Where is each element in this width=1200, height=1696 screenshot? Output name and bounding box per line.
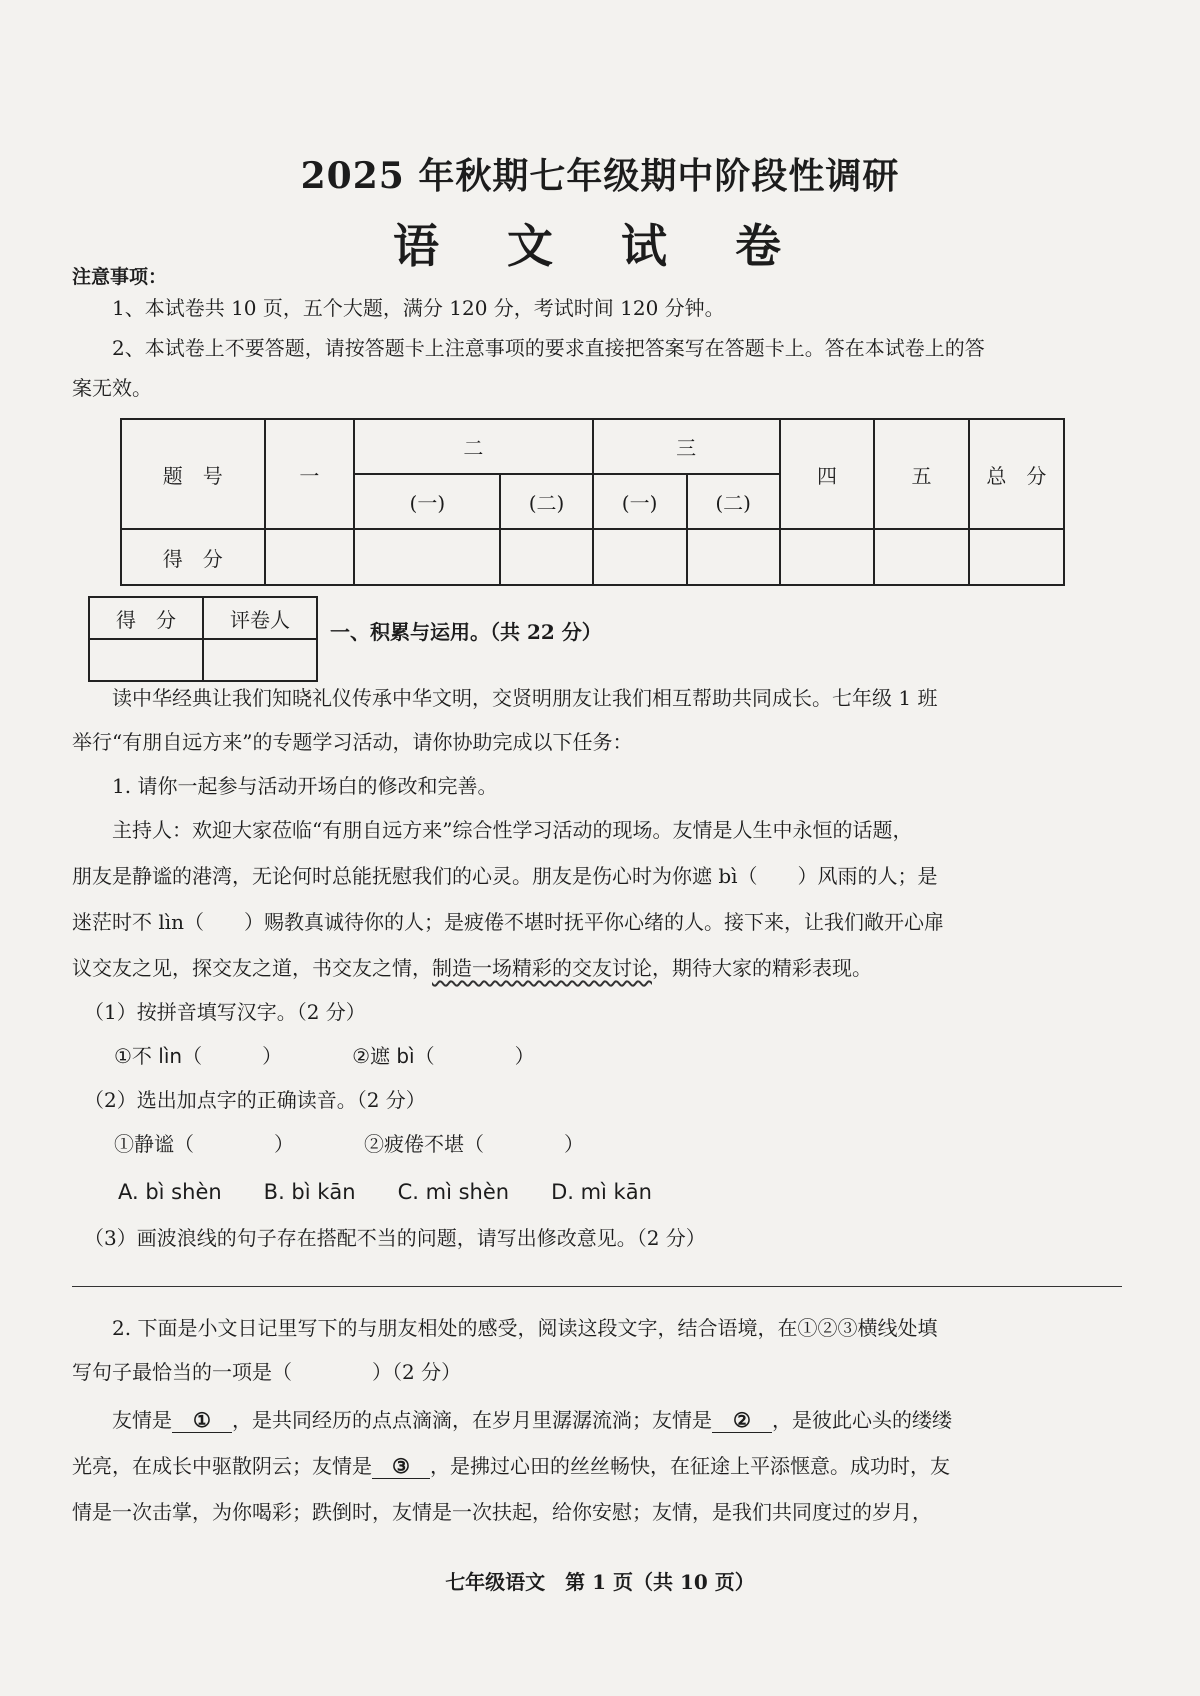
grader-score-cell	[89, 639, 203, 681]
score-cell	[593, 529, 687, 585]
score-table-score-label: 得 分	[121, 529, 265, 585]
score-table-col-3: 三	[593, 419, 780, 474]
score-table-sub-3-1: (一)	[593, 474, 687, 529]
question-1-prompt: 1. 请你一起参与活动开场白的修改和完善。	[112, 774, 498, 798]
wavy-underlined-sentence: 制造一场精彩的交友讨论	[432, 956, 652, 980]
answer-options: A. bì shèn B. bì kān C. mì shèn D. mì kān	[118, 1180, 652, 1204]
score-table-col-5: 五	[874, 419, 969, 529]
question-2-line-1: 2. 下面是小文日记里写下的与朋友相处的感受，阅读这段文字，结合语境，在①②③横线处填	[112, 1316, 938, 1340]
score-cell	[969, 529, 1064, 585]
para-text: 友情是	[112, 1408, 172, 1432]
blank-1: ①	[172, 1408, 232, 1433]
para-text: ，是拂过心田的丝丝畅快，在征途上平添惬意。成功时，友	[430, 1454, 950, 1478]
question-2-para-line-3: 情是一次击掌，为你喝彩；跌倒时，友情是一次扶起，给你安慰；友情，是我们共同度过的岁月，	[72, 1500, 932, 1524]
section-1-intro-line-1: 读中华经典让我们知晓礼仪传承中华文明，交贤明朋友让我们相互帮助共同成长。七年级 1 班	[112, 686, 938, 710]
host-text-line-4	[72, 956, 872, 980]
score-table-sub-2-2: (二)	[500, 474, 592, 529]
question-2-para-line-1	[112, 1408, 952, 1433]
grader-table-grader-label: 评卷人	[203, 597, 317, 639]
section-1-heading: 一、积累与运用。（共 22 分）	[330, 620, 602, 644]
host-text-line-3: 迷茫时不 lìn（ ）赐教真诚待你的人；是疲倦不堪时抚平你心绪的人。接下来，让我们敞开心扉	[72, 910, 945, 934]
host-text-line-2: 朋友是静谧的港湾，无论何时总能抚慰我们的心灵。朋友是伤心时为你遮 bì（ ）风雨的人；是	[72, 864, 938, 888]
exam-subtitle: 语 文 试 卷	[392, 219, 808, 273]
host-text-line-4-end: ，期待大家的精彩表现。	[652, 956, 872, 980]
para-text: ，是共同经历的点点滴滴，在岁月里潺潺流淌；友情是	[232, 1408, 712, 1432]
grader-name-cell	[203, 639, 317, 681]
notice-item-2-line-2: 案无效。	[72, 376, 152, 400]
exam-title: 2025 年秋期七年级期中阶段性调研	[300, 155, 900, 197]
score-cell	[500, 529, 592, 585]
score-table-col-2: 二	[354, 419, 592, 474]
page-footer: 七年级语文 第 1 页（共 10 页）	[445, 1570, 755, 1594]
sub-question-2: （2）选出加点字的正确读音。（2 分）	[84, 1088, 426, 1112]
score-cell	[265, 529, 355, 585]
score-cell	[780, 529, 875, 585]
answer-divider	[72, 1286, 1122, 1287]
score-table-question-label: 题 号	[121, 419, 265, 529]
score-cell	[354, 529, 500, 585]
sub-question-1-items: ①不 lìn（ ） ②遮 bì（ ）	[114, 1044, 535, 1068]
host-text-line-4-start: 议交友之见，探交友之道，书交友之情，	[72, 956, 432, 980]
sub-question-2-items: ①静谧（ ） ②疲倦不堪（ ）	[114, 1132, 584, 1156]
host-text-line-1: 主持人：欢迎大家莅临“有朋自远方来”综合性学习活动的现场。友情是人生中永恒的话题，	[112, 818, 913, 842]
notice-heading: 注意事项：	[72, 266, 168, 288]
section-1-intro-line-2: 举行“有朋自远方来”的专题学习活动，请你协助完成以下任务：	[72, 730, 633, 754]
score-table-sub-2-1: (一)	[354, 474, 500, 529]
blank-2: ②	[712, 1408, 772, 1433]
para-text: ，是彼此心头的缕缕	[772, 1408, 952, 1432]
notice-item-1: 1、本试卷共 10 页，五个大题，满分 120 分，考试时间 120 分钟。	[112, 296, 725, 320]
question-2-para-line-2	[72, 1454, 950, 1479]
notice-item-2-line-1: 2、本试卷上不要答题，请按答题卡上注意事项的要求直接把答案写在答题卡上。答在本试卷上的答	[112, 336, 985, 360]
para-text: 光亮，在成长中驱散阴云；友情是	[72, 1454, 372, 1478]
score-table	[120, 418, 1065, 586]
score-cell	[874, 529, 969, 585]
score-table-col-total: 总 分	[969, 419, 1064, 529]
score-table-sub-3-2: (二)	[687, 474, 780, 529]
sub-question-3: （3）画波浪线的句子存在搭配不当的问题，请写出修改意见。（2 分）	[84, 1226, 706, 1250]
score-table-col-4: 四	[780, 419, 875, 529]
grader-table-score-label: 得 分	[89, 597, 203, 639]
question-2-line-2: 写句子最恰当的一项是（ ）（2 分）	[72, 1360, 462, 1384]
grader-table	[88, 596, 318, 682]
score-table-col-1: 一	[265, 419, 355, 529]
sub-question-1: （1）按拼音填写汉字。（2 分）	[84, 1000, 366, 1024]
score-cell	[687, 529, 780, 585]
blank-3: ③	[372, 1454, 430, 1479]
